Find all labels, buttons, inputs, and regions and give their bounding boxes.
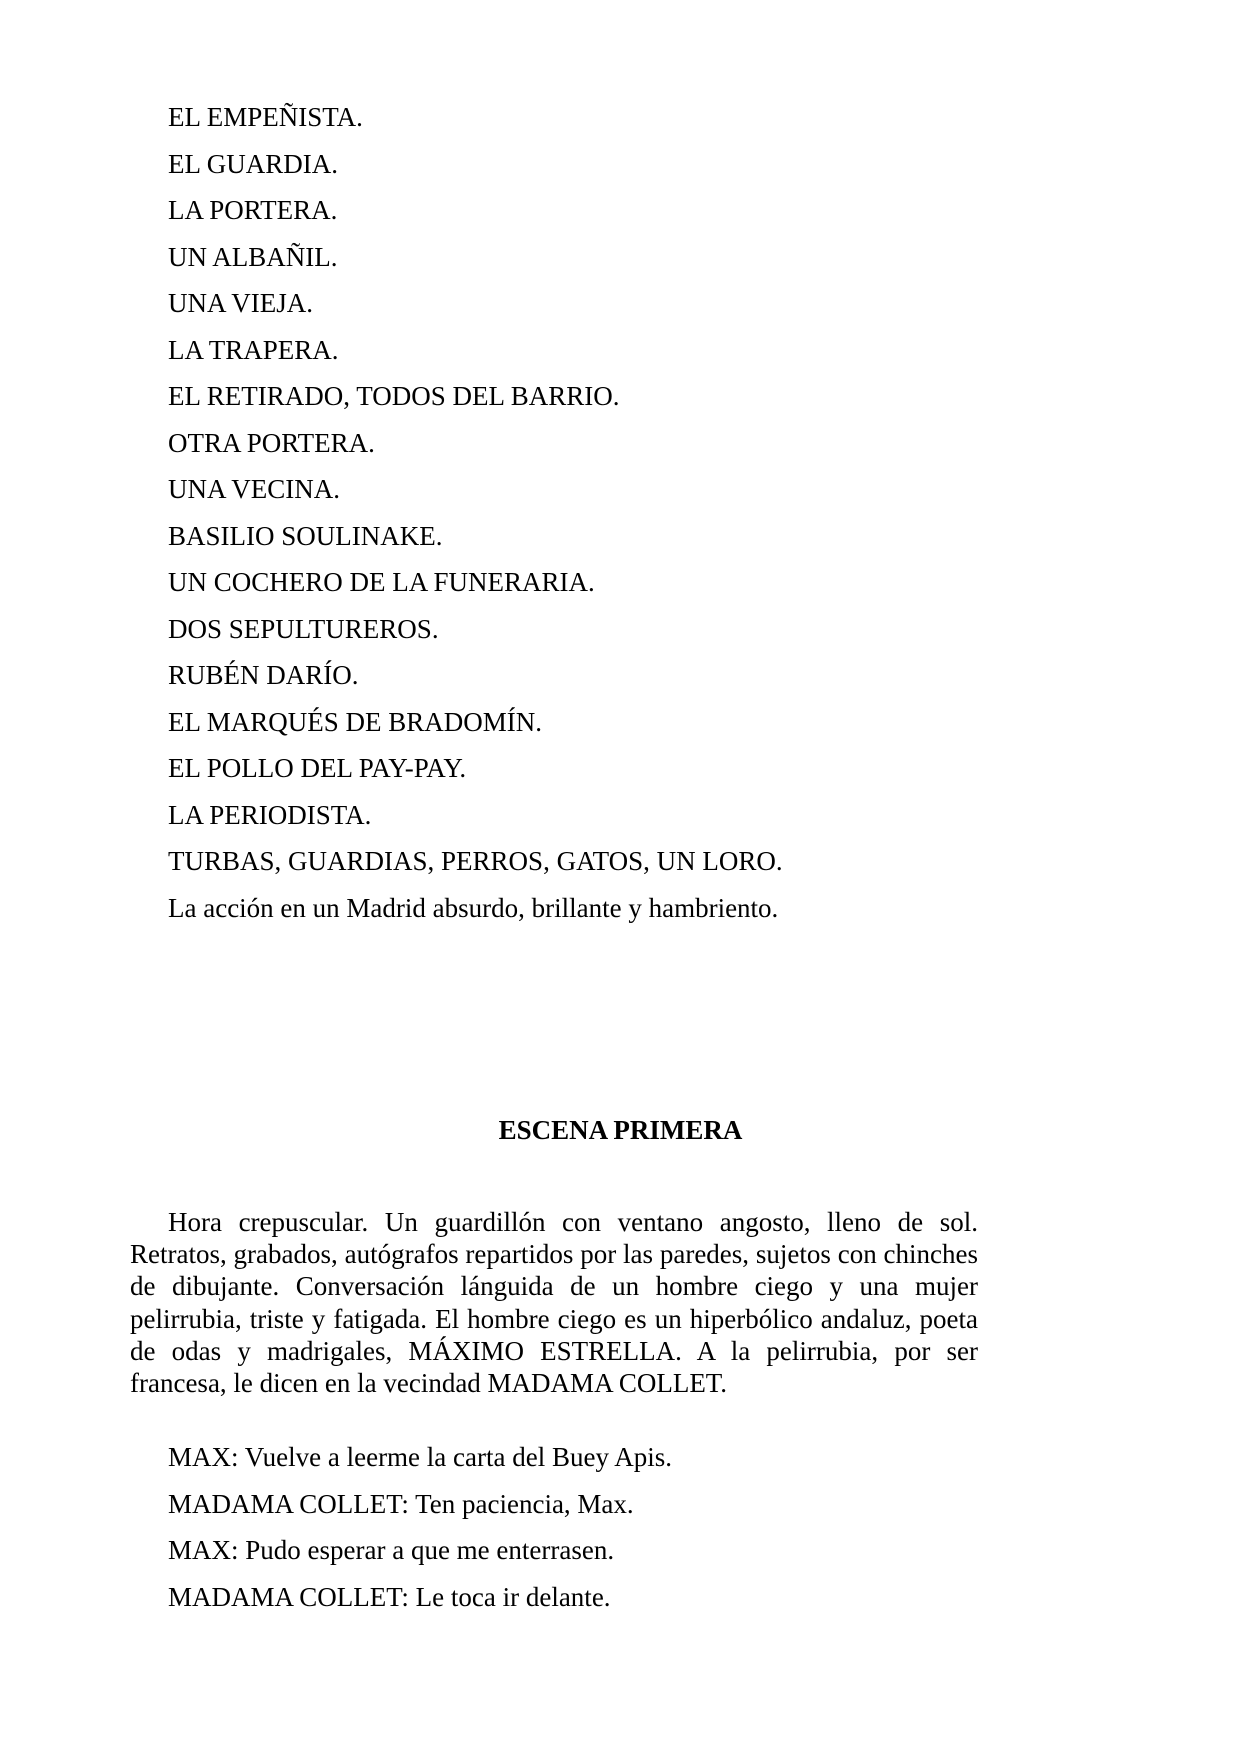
cast-list xyxy=(168,94,988,931)
dialogue-line: MAX: Vuelve a leerme la carta del Buey Apis. xyxy=(168,1442,672,1472)
cast-item: LA TRAPERA. xyxy=(168,334,339,365)
cast-item: EL RETIRADO, TODOS DEL BARRIO. xyxy=(168,381,620,411)
dialogue xyxy=(168,1434,988,1620)
setting-line: La acción en un Madrid absurdo, brillante y hambriento. xyxy=(168,892,779,923)
cast-item: UN COCHERO DE LA FUNERARIA. xyxy=(168,567,595,597)
cast-item: UN ALBAÑIL. xyxy=(168,241,338,272)
stage-direction: Hora crepuscular. Un guardillón con ventano angosto, lleno de sol. Retratos, grabados, autógrafos repartidos por las paredes, sujetos con chinches de dibujante. Conversación lánguida de un hombre ciego y una mujer pelirrubia, triste y fatigada. El hombre ciego es un hiperbólico andaluz, poeta de odas y madrigales, MÁXIMO ESTRELLA. A la pelirrubia, por ser francesa, le dicen en la vecindad MADAMA COLLET. xyxy=(130,1207,978,1399)
dialogue-line: MADAMA COLLET: Ten paciencia, Max. xyxy=(168,1488,634,1519)
cast-item: UNA VIEJA. xyxy=(168,288,314,318)
cast-item: EL EMPEÑISTA. xyxy=(168,102,363,132)
cast-item: DOS SEPULTUREROS. xyxy=(168,613,439,644)
cast-item: BASILIO SOULINAKE. xyxy=(168,520,443,551)
cast-item: UNA VECINA. xyxy=(168,474,341,504)
cast-item: EL POLLO DEL PAY-PAY. xyxy=(168,753,467,783)
cast-item: TURBAS, GUARDIAS, PERROS, GATOS, UN LORO. xyxy=(168,846,783,876)
cast-item: LA PERIODISTA. xyxy=(168,799,372,830)
scene-heading: ESCENA PRIMERA xyxy=(498,1115,743,1145)
dialogue-line: MAX: Pudo esperar a que me enterrasen. xyxy=(168,1535,615,1565)
cast-item: RUBÉN DARÍO. xyxy=(168,660,359,690)
dialogue-line: MADAMA COLLET: Le toca ir delante. xyxy=(168,1581,611,1612)
cast-item: EL GUARDIA. xyxy=(168,148,338,179)
cast-item: OTRA PORTERA. xyxy=(168,427,375,458)
cast-item: EL MARQUÉS DE BRADOMÍN. xyxy=(168,706,543,737)
cast-item: LA PORTERA. xyxy=(168,195,338,225)
